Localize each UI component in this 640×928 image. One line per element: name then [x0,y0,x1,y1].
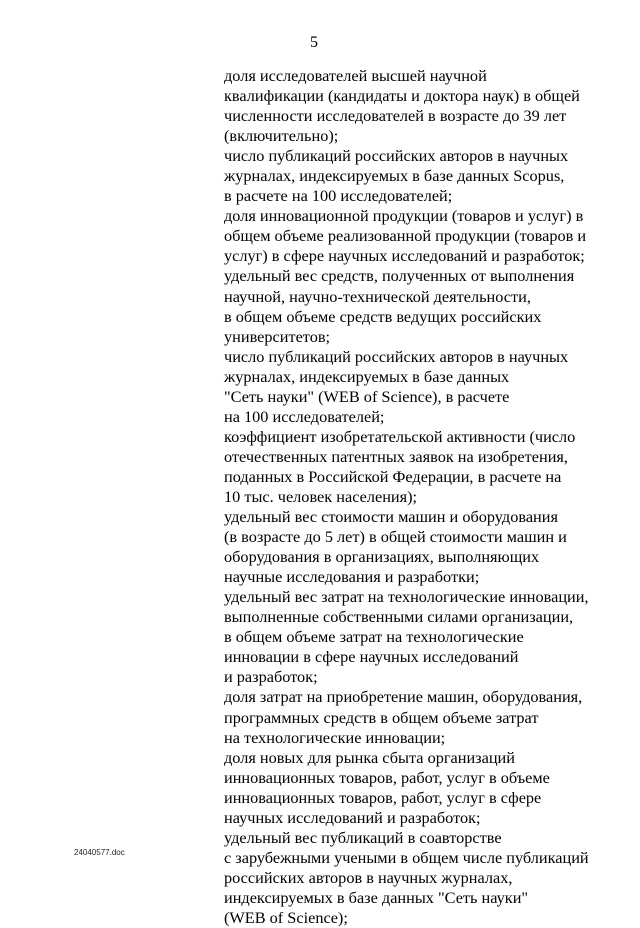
text-line: научные исследования и разработки; [224,567,480,587]
text-line: журналах, индексируемых в базе данных Scopus, [224,166,565,186]
text-line: коэффициент изобретательской активности (число [224,426,576,446]
text-line: журналах, индексируемых в базе данных [224,366,510,386]
text-line: инновационных товаров, работ, услуг в сфере [224,787,542,807]
text-line: удельный вес стоимости машин и оборудования [224,507,558,527]
text-line: научной, научно-технической деятельности, [224,286,531,306]
text-line: университетов; [224,326,331,346]
text-line: число публикаций российских авторов в научных [224,346,569,366]
text-line: число публикаций российских авторов в научных [224,146,569,166]
text-line: (WEB of Science); [224,907,348,927]
footer-filename: 24040577.doc [74,848,125,857]
text-line: поданных в Российской Федерации, в расчете на [224,466,562,486]
text-line: российских авторов в научных журналах, [224,867,513,887]
text-line: доля исследователей высшей научной [224,66,487,85]
text-line: 10 тыс. человек населения); [224,486,418,506]
text-line: с зарубежными учеными в общем числе публикаций [224,847,589,867]
text-line: научных исследований и разработок; [224,807,481,827]
text-line: инновационных товаров, работ, услуг в объеме [224,767,550,787]
text-line: в общем объеме затрат на технологические [224,627,524,647]
text-line: "Сеть науки" (WEB of Science), в расчете [224,386,510,406]
text-line: выполненные собственными силами организации, [224,607,574,627]
text-line: и разработок; [224,667,318,687]
text-line: удельный вес средств, полученных от выполнения [224,266,575,286]
text-line: доля затрат на приобретение машин, оборудования, [224,687,583,707]
text-line: инновации в сфере научных исследований [224,647,519,667]
text-line: услуг) в сфере научных исследований и разработок; [224,246,585,266]
text-line: удельный вес затрат на технологические инновации, [224,587,589,607]
text-line: в расчете на 100 исследователей; [224,186,453,206]
text-line: (в возрасте до 5 лет) в общей стоимости машин и [224,527,567,547]
text-line: (включительно); [224,126,339,146]
text-line: доля инновационной продукции (товаров и услуг) в [224,206,584,226]
text-line: оборудования в организациях, выполняющих [224,547,540,567]
text-line: на 100 исследователей; [224,406,385,426]
text-line: в общем объеме средств ведущих российских [224,306,542,326]
text-line: численности исследователей в возрасте до 39 лет [224,106,567,126]
text-line: отечественных патентных заявок на изобретения, [224,446,568,466]
text-line: программных средств в общем объеме затрат [224,707,539,727]
text-line: квалификации (кандидаты и доктора наук) в общей [224,86,580,106]
text-line: удельный вес публикаций в соавторстве [224,827,502,847]
text-line: индексируемых в базе данных "Сеть науки" [224,887,529,907]
document-body [224,66,589,928]
text-line: общем объеме реализованной продукции (товаров и [224,226,587,246]
text-line: доля новых для рынка сбыта организаций [224,747,515,767]
page-number: 5 [310,34,318,51]
text-line: на технологические инновации; [224,727,446,747]
